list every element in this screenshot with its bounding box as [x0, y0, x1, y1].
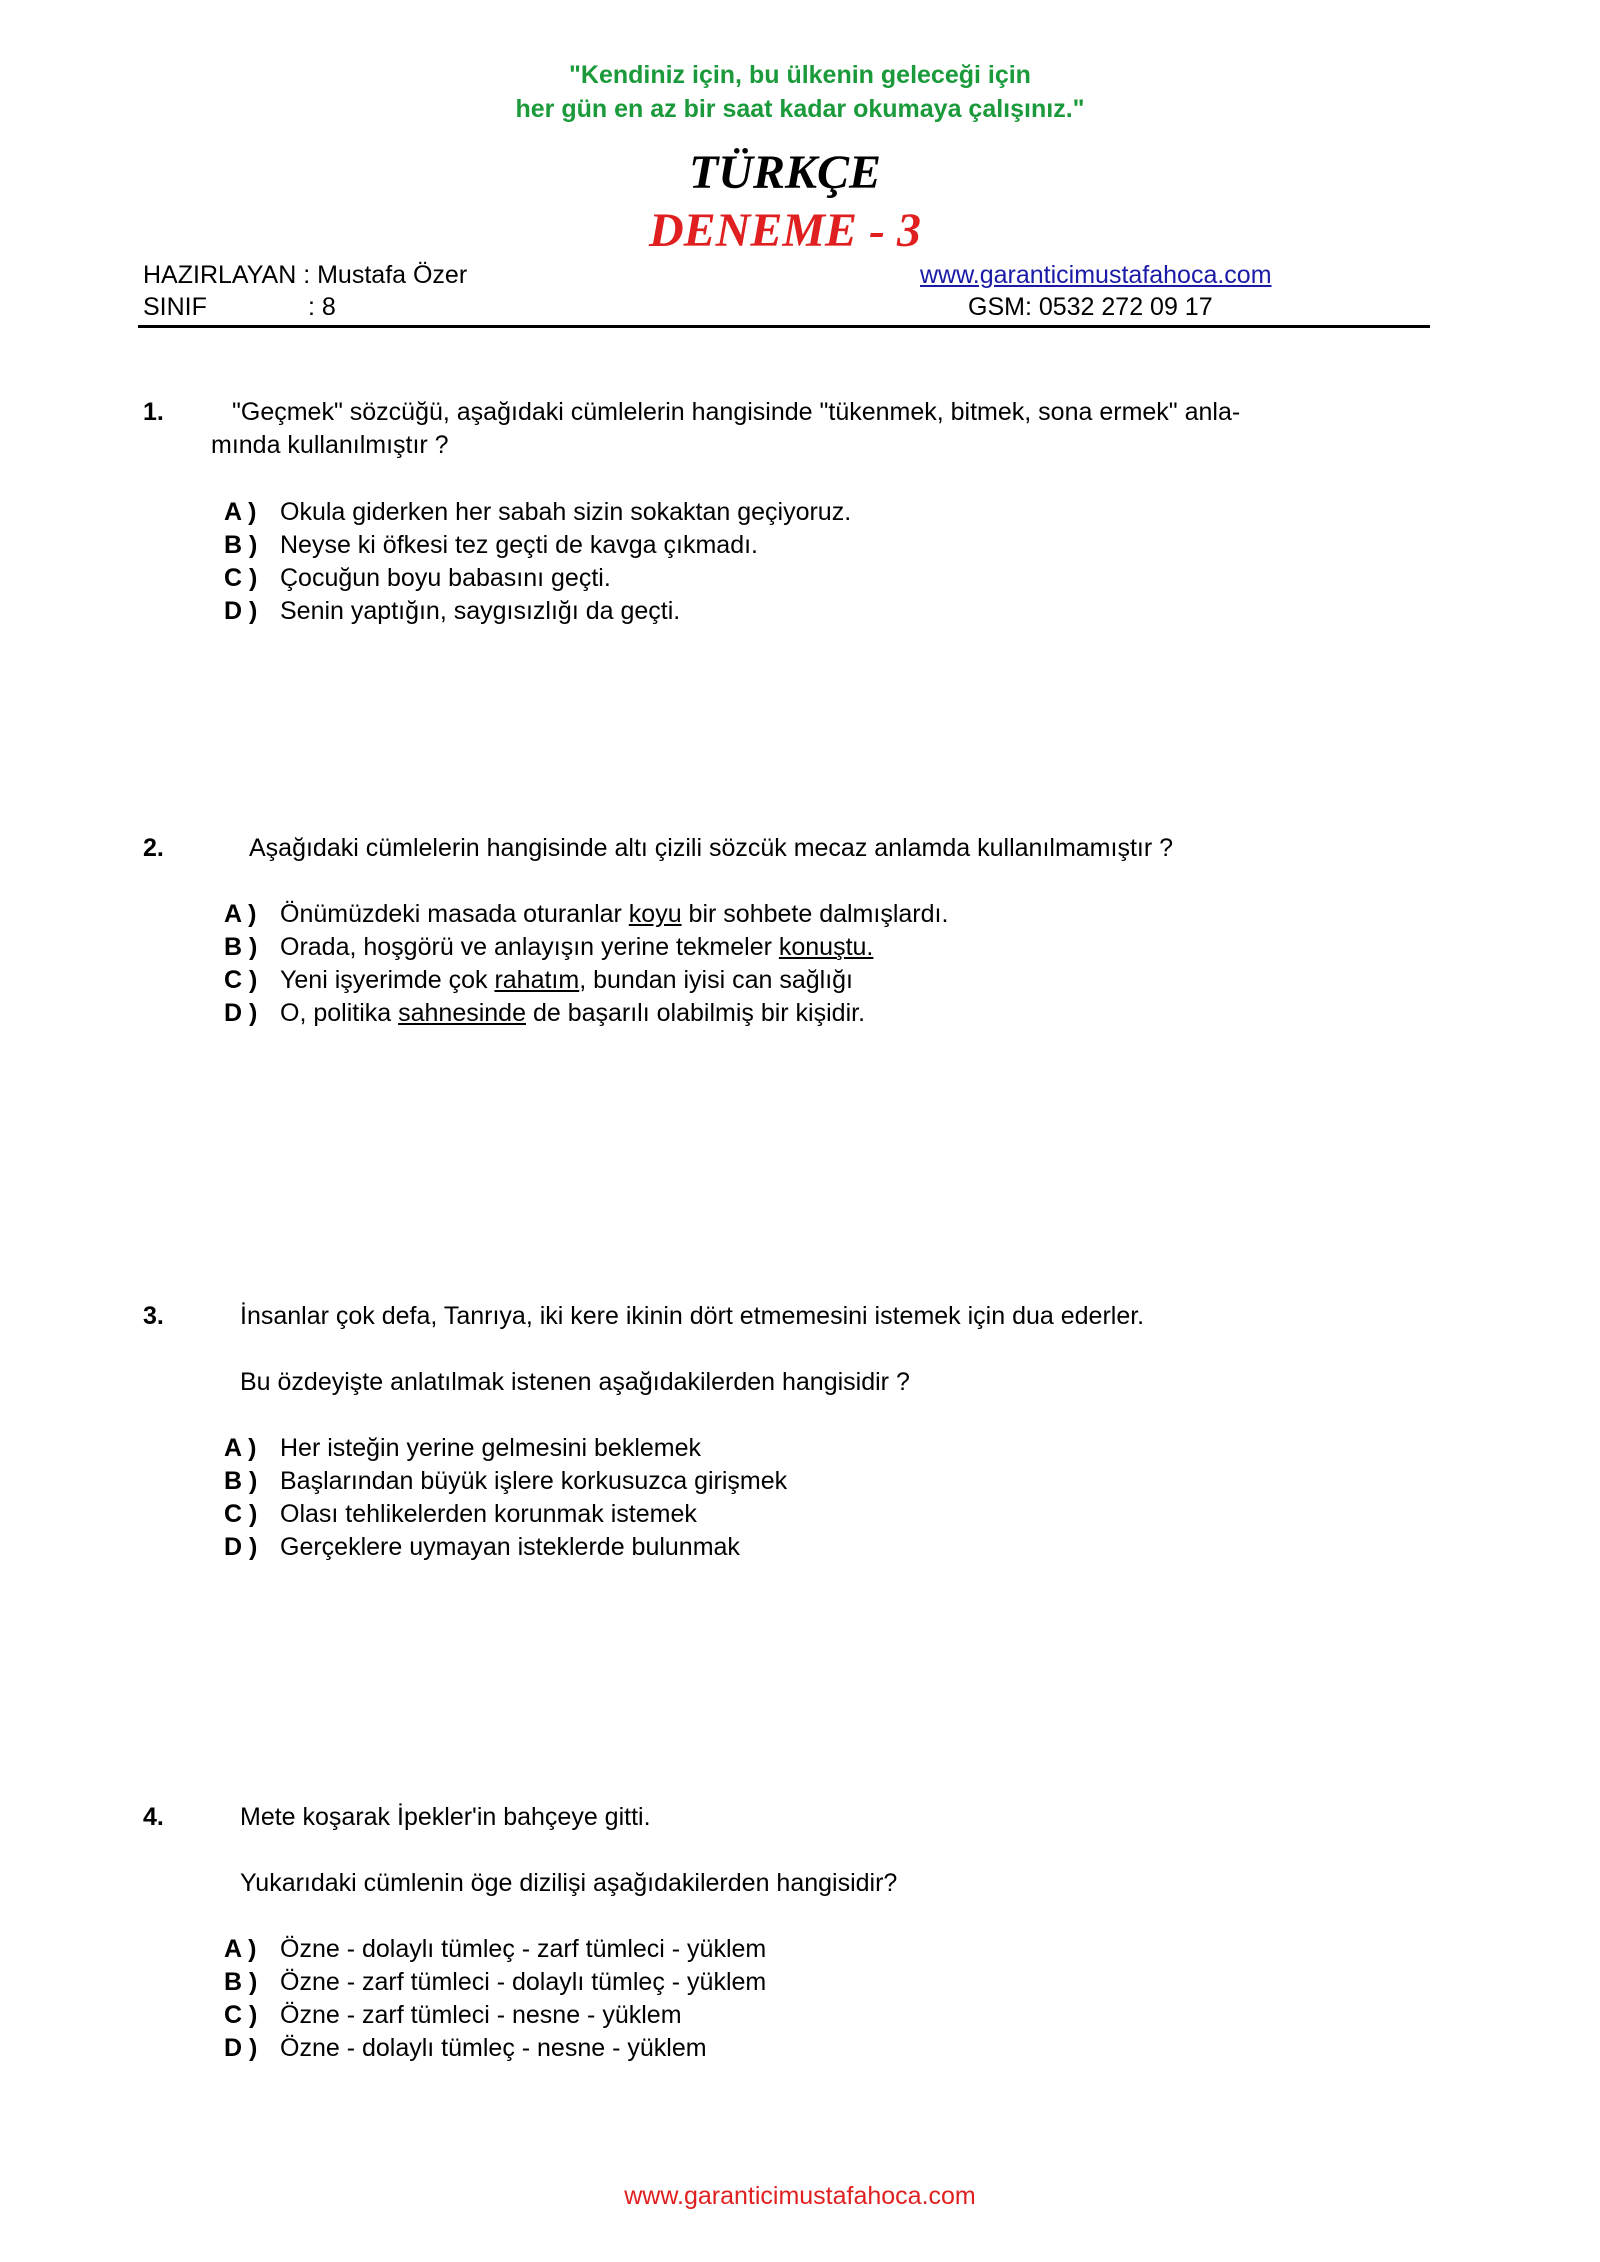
- question-4-option-a[interactable]: A ) Özne - dolaylı tümleç - zarf tümleci - yüklem: [224, 1935, 767, 1963]
- question-3-option-b[interactable]: B ) Başlarından büyük işlere korkusuzca girişmek: [224, 1467, 788, 1495]
- class-label: SINIF: [143, 293, 207, 321]
- question-4-option-b[interactable]: B ) Özne - zarf tümleci - dolaylı tümleç - yüklem: [224, 1968, 767, 1996]
- subject-title: TÜRKÇE: [688, 146, 882, 199]
- question-1-option-a[interactable]: A ) Okula giderken her sabah sizin sokaktan geçiyoruz.: [224, 498, 852, 526]
- question-3-quote: İnsanlar çok defa, Tanrıya, iki kere ikinin dört etmemesini istemek için dua ederler.: [240, 1302, 1145, 1330]
- question-1-number: 1.: [143, 398, 164, 426]
- question-1-option-d[interactable]: D ) Senin yaptığın, saygısızlığı da geçti.: [224, 597, 681, 625]
- motto-line-2: her gün en az bir saat kadar okumaya çalışınız.": [515, 95, 1085, 123]
- question-4-prompt: Yukarıdaki cümlenin öge dizilişi aşağıdakilerden hangisidir?: [240, 1869, 898, 1897]
- question-4-sentence: Mete koşarak İpekler'in bahçeye gitti.: [240, 1803, 651, 1831]
- question-1-text-line-2: mında kullanılmıştır ?: [211, 431, 449, 459]
- author-label: HAZIRLAYAN : Mustafa Özer: [143, 261, 468, 289]
- question-3-option-c[interactable]: C ) Olası tehlikelerden korunmak istemek: [224, 1500, 697, 1528]
- motto-line-1: "Kendiniz için, bu ülkenin geleceği için: [569, 61, 1031, 89]
- question-1-text-line-1: "Geçmek" sözcüğü, aşağıdaki cümlelerin hangisinde "tükenmek, bitmek, sona ermek" anla-: [232, 398, 1241, 426]
- question-1-option-c[interactable]: C ) Çocuğun boyu babasını geçti.: [224, 564, 611, 592]
- question-2-option-d[interactable]: D ) O, politika sahnesinde de başarılı olabilmiş bir kişidir.: [224, 999, 866, 1027]
- question-3-option-d[interactable]: D ) Gerçeklere uymayan isteklerde bulunmak: [224, 1533, 740, 1561]
- question-2-option-b[interactable]: B ) Orada, hoşgörü ve anlayışın yerine tekmeler konuştu.: [224, 933, 874, 961]
- question-2-option-a[interactable]: A ) Önümüzdeki masada oturanlar koyu bir sohbete dalmışlardı.: [224, 900, 949, 928]
- question-3-number: 3.: [143, 1302, 164, 1330]
- question-3-prompt: Bu özdeyişte anlatılmak istenen aşağıdakilerden hangisidir ?: [240, 1368, 910, 1396]
- website-link[interactable]: www.garanticimustafahoca.com: [920, 261, 1272, 289]
- footer-website[interactable]: www.garanticimustafahoca.com: [624, 2182, 976, 2210]
- question-4-option-d[interactable]: D ) Özne - dolaylı tümleç - nesne - yüklem: [224, 2034, 707, 2062]
- question-2-text: Aşağıdaki cümlelerin hangisinde altı çizili sözcük mecaz anlamda kullanılmamıştır ?: [249, 834, 1174, 862]
- question-1-option-b[interactable]: B ) Neyse ki öfkesi tez geçti de kavga çıkmadı.: [224, 531, 758, 559]
- question-4-option-c[interactable]: C ) Özne - zarf tümleci - nesne - yüklem: [224, 2001, 682, 2029]
- question-2-option-c[interactable]: C ) Yeni işyerimde çok rahatım, bundan iyisi can sağlığı: [224, 966, 853, 994]
- question-2-number: 2.: [143, 834, 164, 862]
- phone-number: GSM: 0532 272 09 17: [968, 293, 1213, 321]
- header-divider: [138, 325, 1430, 328]
- question-3-option-a[interactable]: A ) Her isteğin yerine gelmesini beklemek: [224, 1434, 702, 1462]
- test-title: DENEME - 3: [648, 204, 922, 257]
- class-value: : 8: [308, 293, 336, 321]
- question-4-number: 4.: [143, 1803, 164, 1831]
